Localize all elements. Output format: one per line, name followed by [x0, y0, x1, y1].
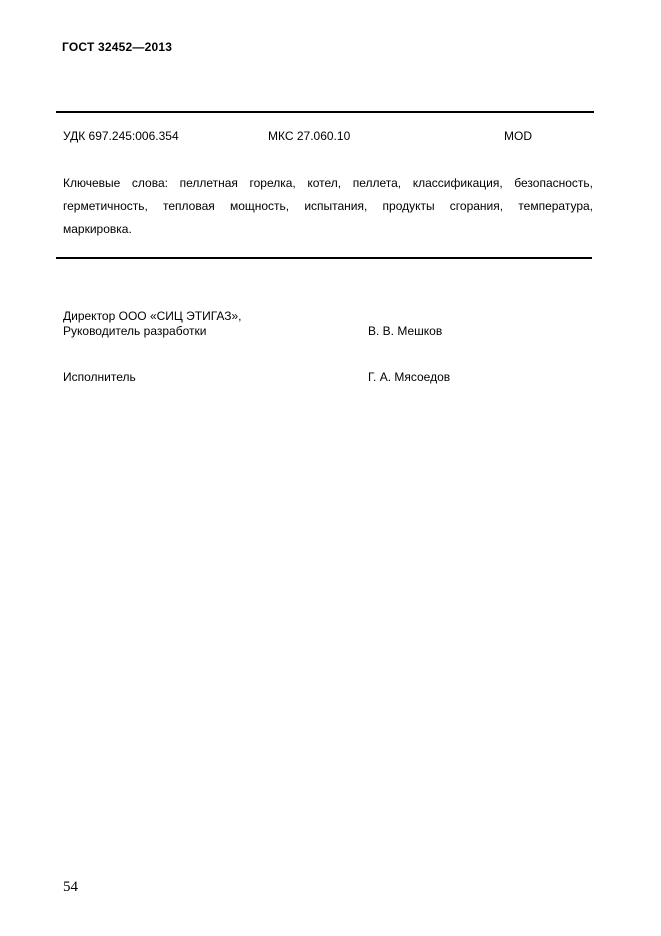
top-divider: [56, 111, 594, 113]
document-standard-code: ГОСТ 32452—2013: [62, 40, 173, 54]
bottom-divider: [56, 257, 592, 259]
director-title-line2: Руководитель разработки: [63, 324, 207, 338]
performer-name: Г. А. Мясоедов: [368, 370, 451, 384]
performer-role: Исполнитель: [63, 370, 136, 384]
director-title: [63, 309, 242, 339]
page-number: 54: [63, 879, 78, 895]
udk-code: УДК 697.245:006.354: [63, 129, 179, 143]
mod-marker: MOD: [504, 129, 532, 143]
director-title-line1: Директор ООО «СИЦ ЭТИГАЗ»,: [63, 309, 242, 323]
director-name: В. В. Мешков: [368, 324, 443, 338]
keywords-paragraph: Ключевые слова: пеллетная горелка, котел, пеллета, классификация, безопасность, герметичность, тепловая мощность, испытания, продукты сгорания, температура, маркировка.: [63, 176, 593, 236]
mks-code: МКС 27.060.10: [268, 129, 351, 143]
